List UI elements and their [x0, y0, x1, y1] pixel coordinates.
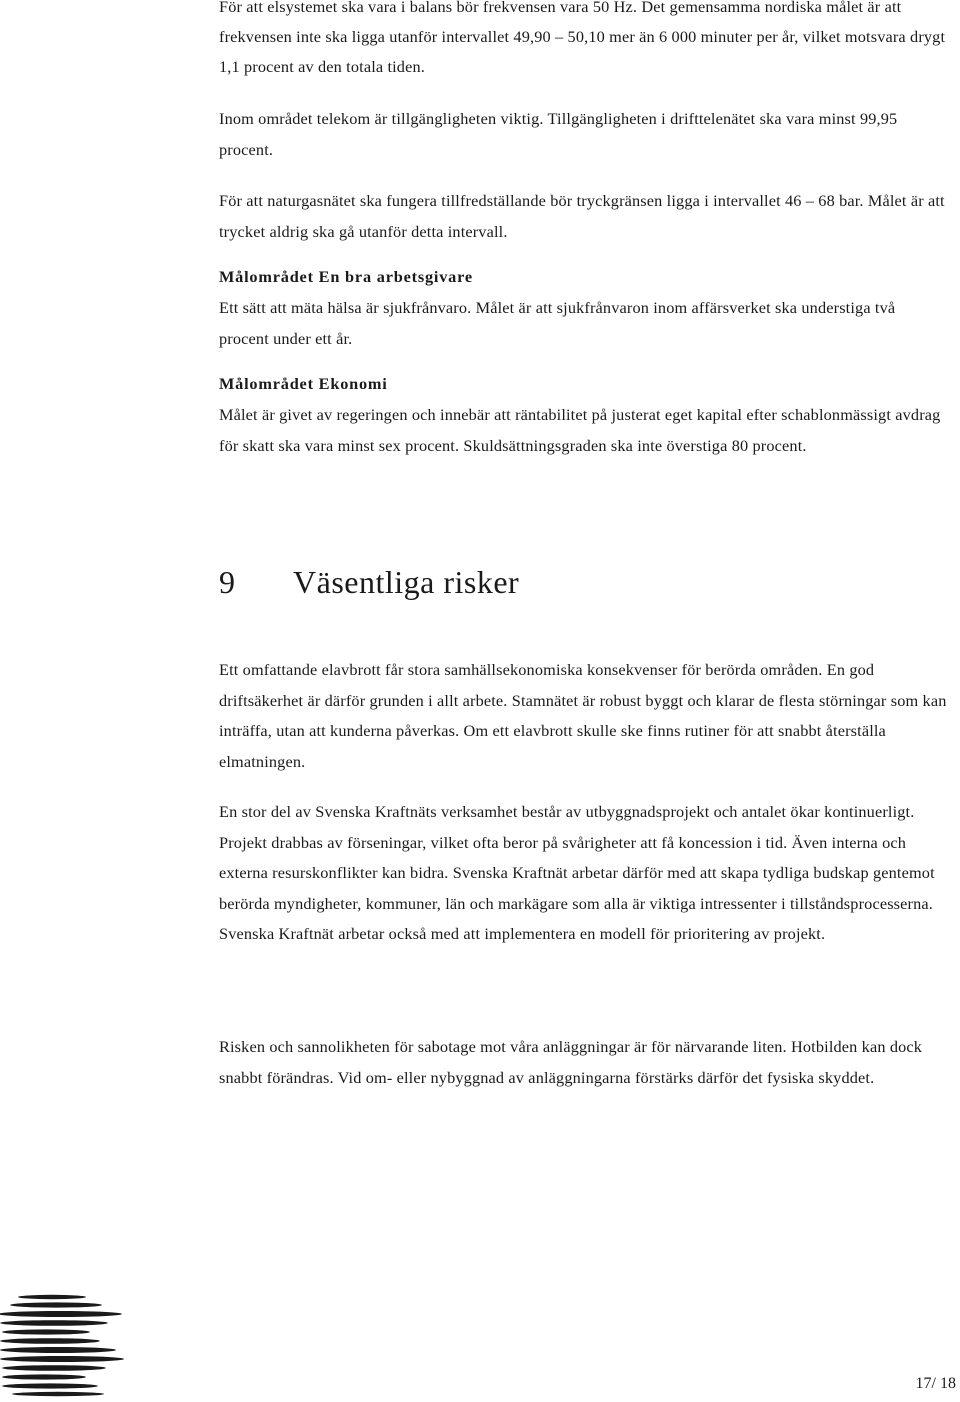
- paragraph-economy: Målet är givet av regeringen och innebär att räntabilitet på justerat eget kapital efter schablonmässigt avdrag för skatt ska vara minst sex procent. Skuldsättningsgraden ska inte överstiga 80 procent.: [219, 405, 941, 455]
- section-title: Väsentliga risker: [293, 564, 520, 600]
- section-number: 9: [219, 564, 236, 600]
- page-number: 17/ 18: [915, 1375, 956, 1392]
- subheading-economy: Målområdet Ekonomi: [219, 374, 388, 393]
- paragraph-natural-gas: För att naturgasnätet ska fungera tillfredställande bör tryckgränsen ligga i intervallet 46 – 68 bar. Målet är att trycket aldrig ska gå utanför detta intervall.: [219, 191, 945, 241]
- paragraph-telecom: Inom området telekom är tillgängligheten viktig. Tillgängligheten i drifttelenätet ska vara minst 99,95 procent.: [219, 109, 898, 159]
- section-heading: [219, 562, 519, 602]
- subheading-employer: Målområdet En bra arbetsgivare: [219, 267, 473, 286]
- paragraph-employer: Ett sätt att mäta hälsa är sjukfrånvaro. Målet är att sjukfrånvaron inom affärsverket ska understiga två procent under ett år.: [219, 298, 896, 348]
- logo-stripes: [0, 1292, 130, 1397]
- paragraph-projects: En stor del av Svenska Kraftnäts verksamhet består av utbyggnadsprojekt och antalet ökar kontinuerligt. Projekt drabbas av förseningar, vilket ofta beror på svårigheter att få koncession i tid. Även interna och externa resurskonflikter kan bidra. Svenska Kraftnät arbetar därför med att skapa tydliga budskap gentemot berörda myndigheter, kommuner, län och markägare som alla är viktiga intressenter i tillståndsprocesserna. Svenska Kraftnät arbetar också med att implementera en modell för prioritering av projekt.: [219, 802, 935, 944]
- paragraph-frequency: För att elsystemet ska vara i balans bör frekvensen vara 50 Hz. Det gemensamma nordiska målet är att frekvensen inte ska ligga utanför intervallet 49,90 – 50,10 mer än 6 000 minuter per år, vilket motsvara drygt 1,1 procent av den totala tiden.: [219, 0, 946, 76]
- paragraph-sabotage: Risken och sannolikheten för sabotage mot våra anläggningar är för närvarande liten. Hotbilden kan dock snabbt förändras. Vid om- eller nybyggnad av anläggningarna förstärks därför det fysiska skyddet.: [219, 1037, 923, 1087]
- svenska-kraftnat-logo-icon: [0, 1292, 130, 1397]
- paragraph-outage: Ett omfattande elavbrott får stora samhällsekonomiska konsekvenser för berörda områden. En god driftsäkerhet är därför grunden i allt arbete. Stamnätet är robust byggt och klarar de flesta störningar som kan inträffa, utan att kunderna påverkas. Om ett elavbrott skulle ske finns rutiner för att snabbt återställa elmatningen.: [219, 660, 947, 771]
